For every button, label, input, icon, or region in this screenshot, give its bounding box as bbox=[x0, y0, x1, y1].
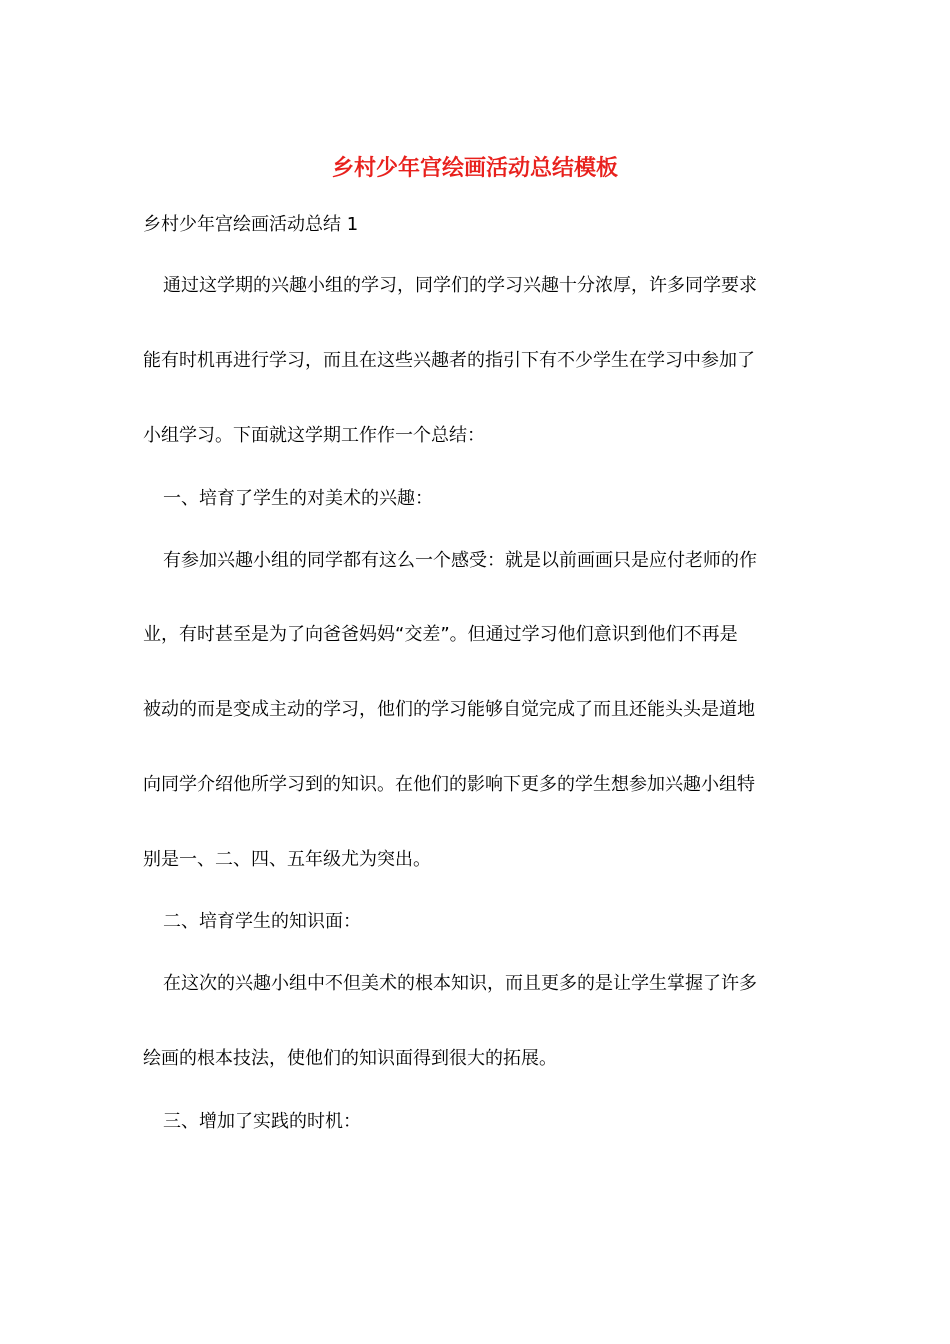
section-heading: 三、增加了实践的时机： bbox=[163, 1111, 361, 1132]
section-heading: 一、培育了学生的对美术的兴趣： bbox=[163, 488, 433, 509]
paragraph-line: 业，有时甚至是为了向爸爸妈妈“交差”。但通过学习他们意识到他们不再是 bbox=[143, 624, 738, 645]
paragraph-line: 被动的而是变成主动的学习，他们的学习能够自觉完成了而且还能头头是道地 bbox=[143, 699, 755, 720]
paragraph-line: 别是一、二、四、五年级尤为突出。 bbox=[143, 849, 431, 870]
paragraph-line: 有参加兴趣小组的同学都有这么一个感受：就是以前画画只是应付老师的作 bbox=[163, 550, 757, 571]
document-title: 乡村少年宫绘画活动总结模板 bbox=[331, 155, 618, 181]
paragraph-line: 能有时机再进行学习，而且在这些兴趣者的指引下有不少学生在学习中参加了 bbox=[143, 350, 755, 371]
section-heading: 二、培育学生的知识面： bbox=[163, 911, 361, 932]
paragraph-line: 通过这学期的兴趣小组的学习，同学们的学习兴趣十分浓厚，许多同学要求 bbox=[163, 275, 757, 296]
document-subtitle: 乡村少年宫绘画活动总结 1 bbox=[143, 214, 359, 235]
paragraph-line: 绘画的根本技法，使他们的知识面得到很大的拓展。 bbox=[143, 1048, 557, 1069]
paragraph-line: 小组学习。下面就这学期工作作一个总结： bbox=[143, 425, 485, 446]
paragraph-line: 在这次的兴趣小组中不但美术的根本知识，而且更多的是让学生掌握了许多 bbox=[163, 973, 757, 994]
paragraph-line: 向同学介绍他所学习到的知识。在他们的影响下更多的学生想参加兴趣小组特 bbox=[143, 774, 755, 795]
